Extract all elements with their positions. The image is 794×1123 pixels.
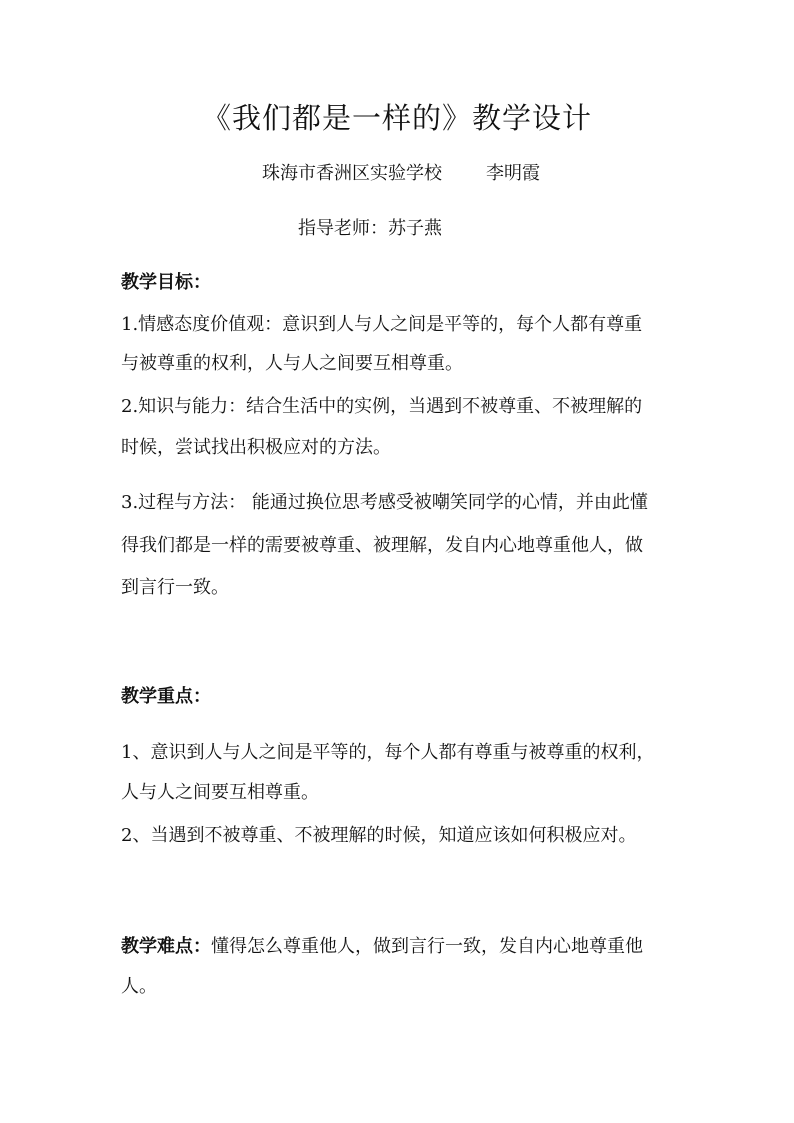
school-name: 珠海市香洲区实验学校 (262, 163, 442, 184)
difficulties-line (121, 935, 643, 959)
key-points-line: 1、意识到人与人之间是平等的，每个人都有尊重与被尊重的权利， (121, 742, 655, 763)
difficulties-line: 人。 (121, 976, 157, 997)
key-points-line: 2、当遇到不被尊重、不被理解的时候，知道应该如何积极应对。 (121, 825, 637, 846)
objectives-line: 时候，尝试找出积极应对的方法。 (121, 437, 391, 458)
difficulties-text: 懂得怎么尊重他人，做到言行一致，发自内心地尊重他 (211, 936, 643, 957)
author-line (262, 162, 540, 186)
objectives-heading: 教学目标： (121, 272, 211, 293)
advisor-line: 指导老师：苏子燕 (298, 218, 442, 239)
objectives-line: 与被尊重的权利，人与人之间要互相尊重。 (121, 353, 463, 374)
key-points-line: 人与人之间要互相尊重。 (121, 782, 319, 803)
document-title: 《我们都是一样的》教学设计 (201, 101, 592, 135)
objectives-line: 到言行一致。 (121, 577, 229, 598)
objectives-line: 3.过程与方法： 能通过换位思考感受被嘲笑同学的心情，并由此懂 (121, 492, 648, 513)
key-points-heading: 教学重点： (121, 686, 211, 707)
difficulties-heading: 教学难点： (121, 936, 211, 957)
objectives-line: 1.情感态度价值观：意识到人与人之间是平等的，每个人都有尊重 (121, 314, 643, 335)
objectives-line: 2.知识与能力：结合生活中的实例，当遇到不被尊重、不被理解的 (121, 396, 643, 417)
author-name: 李明霞 (486, 163, 540, 184)
objectives-line: 得我们都是一样的需要被尊重、被理解，发自内心地尊重他人，做 (121, 535, 643, 556)
